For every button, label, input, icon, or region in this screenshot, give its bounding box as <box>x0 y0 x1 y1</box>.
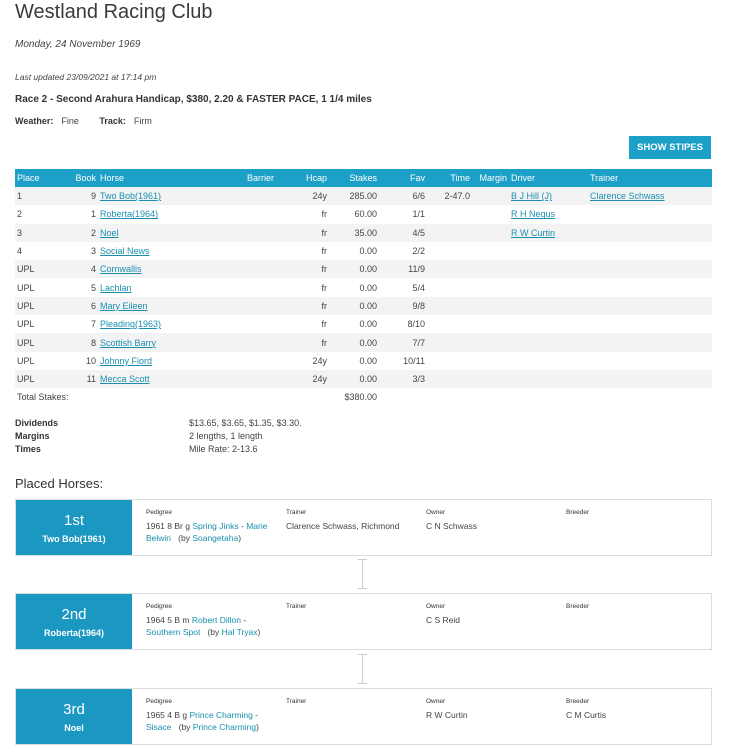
cell-barrier <box>230 224 276 242</box>
driver-link[interactable]: R W Curtin <box>511 227 556 238</box>
cell-book: 5 <box>90 282 96 293</box>
cell-book: 1 <box>90 209 96 220</box>
horse-link[interactable]: Lachlan <box>100 282 132 293</box>
horse-link[interactable]: Noel <box>100 227 119 238</box>
cell-book: 9 <box>73 187 98 205</box>
horse-cell <box>98 352 230 370</box>
placing-position: 3rd <box>63 700 85 718</box>
weather-label: Weather: <box>15 116 54 126</box>
show-stipes-button[interactable]: SHOW STIPES <box>629 136 711 159</box>
cell-time <box>427 260 472 278</box>
trainer-cell <box>588 352 712 370</box>
cell-place: UPL <box>17 319 35 330</box>
cell-margin <box>472 260 509 278</box>
card-connector <box>362 654 363 684</box>
pedigree-label: Pedigree <box>146 509 173 516</box>
race-conditions <box>15 116 170 126</box>
sire-link[interactable]: Spring Jinks <box>192 521 239 531</box>
owner-label: Owner <box>426 698 446 705</box>
trainer-cell <box>588 315 712 333</box>
cell-fav: 8/10 <box>407 319 425 330</box>
trainer-cell <box>588 333 712 351</box>
damsire-link[interactable]: Hal Tryax <box>221 627 258 637</box>
cell-time <box>427 333 472 351</box>
table-row <box>15 352 712 370</box>
cell-place: UPL <box>15 333 73 351</box>
cell-book: 11 <box>73 370 98 388</box>
cell-stakes: 0.00 <box>359 282 377 293</box>
driver-cell <box>509 205 588 223</box>
cell-hcap: fr <box>321 282 327 293</box>
col-place: Place <box>15 169 73 187</box>
trainer-label: Trainer <box>286 509 307 516</box>
col-fav: Fav <box>379 169 427 187</box>
cell-margin <box>472 205 509 223</box>
damsire-link[interactable]: Prince Charming <box>192 722 257 732</box>
pedigree-column: Pedigree 1964 5 B m Robert Dillon - Southern Spot (by Hal Tryax) <box>146 603 278 638</box>
horse-link[interactable]: Cornwallis <box>100 264 142 275</box>
cell-book: 4 <box>73 260 98 278</box>
dam-link[interactable]: Southern Spot <box>146 627 201 637</box>
driver-cell <box>509 224 588 242</box>
cell-fav: 10/11 <box>403 355 425 366</box>
horse-cell <box>98 278 230 296</box>
cell-stakes: 0.00 <box>359 319 377 330</box>
trainer-label: Trainer <box>286 603 307 610</box>
pedigree-label: Pedigree <box>146 698 173 705</box>
cell-margin <box>472 242 509 260</box>
track-value: Firm <box>133 116 152 126</box>
cell-barrier <box>230 205 276 223</box>
results-header-row <box>15 169 712 187</box>
horse-cell <box>98 315 230 333</box>
total-stakes-value: $380.00 <box>329 388 379 406</box>
horse-cell <box>98 224 230 242</box>
cell-place: UPL <box>15 370 73 388</box>
cell-hcap: fr <box>321 209 327 220</box>
margins-label: Margins <box>15 430 50 441</box>
cell-place: 2 <box>17 209 23 220</box>
driver-cell <box>509 297 588 315</box>
dividends-value: $13.65, $3.65, $1.35, $3.30. <box>189 417 302 428</box>
col-time: Time <box>427 169 472 187</box>
horse-link[interactable]: Roberta(1964) <box>100 209 159 220</box>
table-row <box>15 297 712 315</box>
cell-margin <box>472 187 509 205</box>
race-summary <box>15 416 302 455</box>
cell-stakes: 0.00 <box>359 246 377 257</box>
cell-place: UPL <box>17 355 35 366</box>
horse-cell <box>98 333 230 351</box>
cell-time <box>427 370 472 388</box>
trainer-cell <box>588 224 712 242</box>
cell-fav: 5/4 <box>412 282 425 293</box>
trainer-cell <box>588 187 712 205</box>
driver-cell <box>509 260 588 278</box>
total-stakes-row <box>15 388 712 406</box>
cell-barrier <box>230 352 276 370</box>
cell-barrier <box>230 260 276 278</box>
cell-place: 4 <box>17 246 23 257</box>
driver-cell <box>509 187 588 205</box>
driver-cell <box>509 278 588 296</box>
cell-hcap: fr <box>276 224 329 242</box>
horse-cell <box>98 187 230 205</box>
dam-link[interactable]: Sisace <box>146 722 172 732</box>
owner-label: Owner <box>426 509 446 516</box>
cell-fav: 7/7 <box>379 333 427 351</box>
placed-horses-title: Placed Horses: <box>15 476 104 491</box>
cell-margin <box>472 297 509 315</box>
club-title: Westland Racing Club <box>15 1 213 23</box>
driver-cell <box>509 370 588 388</box>
horse-cell <box>98 205 230 223</box>
by-prefix: (by <box>178 533 190 543</box>
cell-fav: 4/5 <box>379 224 427 242</box>
trainer-value: Clarence Schwass, Richmond <box>286 521 400 531</box>
col-margin: Margin <box>472 169 509 187</box>
cell-barrier <box>230 370 276 388</box>
cell-place: 1 <box>15 187 73 205</box>
cell-time <box>427 224 472 242</box>
cell-place: UPL <box>17 282 35 293</box>
by-prefix: (by <box>207 627 220 637</box>
table-row <box>15 187 712 205</box>
cell-book: 3 <box>90 246 96 257</box>
col-book: Book <box>73 169 98 187</box>
breeder-column <box>566 603 589 614</box>
placing-badge <box>16 500 132 555</box>
cell-hcap: fr <box>321 246 327 257</box>
driver-cell <box>509 242 588 260</box>
cell-barrier <box>230 297 276 315</box>
cell-stakes: 0.00 <box>329 297 379 315</box>
driver-link[interactable]: R H Negus <box>511 209 556 220</box>
cell-time <box>427 315 472 333</box>
cell-barrier <box>230 333 276 351</box>
cell-fav: 9/8 <box>379 297 427 315</box>
cell-book: 7 <box>90 319 96 330</box>
cell-place: UPL <box>15 260 73 278</box>
last-updated: Last updated 23/09/2021 at 17:14 pm <box>15 72 157 82</box>
table-row <box>15 333 712 351</box>
cell-fav: 3/3 <box>379 370 427 388</box>
pedigree-details: 1961 8 Br g <box>146 521 190 531</box>
owner-value: R W Curtin <box>426 710 468 720</box>
table-row <box>15 205 712 223</box>
cell-margin <box>472 315 509 333</box>
breeder-column <box>566 509 589 520</box>
cell-fav: 6/6 <box>379 187 427 205</box>
owner-column <box>426 509 477 532</box>
times-label: Times <box>15 443 41 454</box>
cell-stakes: 60.00 <box>354 209 377 220</box>
driver-cell <box>509 333 588 351</box>
cell-stakes: 285.00 <box>329 187 379 205</box>
cell-stakes: 0.00 <box>329 370 379 388</box>
placing-badge <box>16 594 132 649</box>
margins-value: 2 lengths, 1 length <box>189 430 263 441</box>
cell-hcap: fr <box>276 297 329 315</box>
cell-margin <box>472 370 509 388</box>
dividends-label: Dividends <box>15 417 59 428</box>
horse-cell <box>98 370 230 388</box>
cell-margin <box>472 278 509 296</box>
table-row <box>15 224 712 242</box>
horse-cell <box>98 242 230 260</box>
cell-fav: 1/1 <box>412 209 425 220</box>
race-title: Race 2 - Second Arahura Handicap, $380, 2.20 & FASTER PACE, 1 1/4 miles <box>15 94 372 105</box>
trainer-cell <box>588 278 712 296</box>
cell-stakes: 0.00 <box>329 260 379 278</box>
pedigree-label: Pedigree <box>146 603 173 610</box>
breeder-label: Breeder <box>566 509 590 516</box>
cell-margin <box>472 224 509 242</box>
cell-time: 2-47.0 <box>427 187 472 205</box>
table-row <box>15 260 712 278</box>
track-label: Track: <box>99 116 126 126</box>
driver-cell <box>509 315 588 333</box>
owner-value: C N Schwass <box>426 521 478 531</box>
placing-position: 2nd <box>61 605 87 623</box>
pedigree-column: Pedigree 1961 8 Br g Spring Jinks - Marie Belwin (by Soangetaha) <box>146 509 278 544</box>
damsire-link[interactable]: Soangetaha <box>192 533 239 543</box>
horse-link[interactable]: Mary Eileen <box>100 300 148 311</box>
horse-link[interactable]: Scottish Barry <box>100 337 157 348</box>
cell-hcap: 24y <box>312 355 327 366</box>
horse-cell <box>98 297 230 315</box>
trainer-link[interactable]: Clarence Schwass <box>590 191 665 202</box>
by-suffix: ) <box>238 533 242 543</box>
cell-book: 2 <box>73 224 98 242</box>
cell-fav: 2/2 <box>412 246 425 257</box>
table-row <box>15 370 712 388</box>
weather-value: Fine <box>61 116 79 126</box>
placed-card-3 <box>15 688 712 745</box>
cell-hcap: fr <box>276 333 329 351</box>
sire-link[interactable]: Robert Dillon <box>191 615 241 625</box>
total-stakes-spacer <box>379 388 712 406</box>
cell-hcap: fr <box>321 319 327 330</box>
col-stakes: Stakes <box>329 169 379 187</box>
cell-hcap: fr <box>276 260 329 278</box>
by-prefix: (by <box>178 722 191 732</box>
cell-stakes: 35.00 <box>329 224 379 242</box>
placing-position: 1st <box>63 511 84 529</box>
cell-margin <box>472 333 509 351</box>
horse-cell <box>98 260 230 278</box>
cell-time <box>427 242 472 260</box>
breeder-column <box>566 698 606 721</box>
trainer-cell <box>588 242 712 260</box>
cell-margin <box>472 352 509 370</box>
cell-time <box>427 205 472 223</box>
trainer-cell <box>588 370 712 388</box>
pedigree-column: Pedigree 1965 4 B g Prince Charming - Sisace (by Prince Charming) <box>146 698 278 733</box>
trainer-column <box>286 509 399 532</box>
table-row <box>15 242 712 260</box>
placing-horse: Two Bob(1961) <box>42 533 106 544</box>
horse-link[interactable]: Johnny Fiord <box>100 355 153 366</box>
owner-column <box>426 603 460 626</box>
breeder-label: Breeder <box>566 603 590 610</box>
cell-book: 8 <box>73 333 98 351</box>
col-hcap: Hcap <box>276 169 329 187</box>
cell-place: UPL <box>15 297 73 315</box>
cell-book: 10 <box>85 355 96 366</box>
owner-label: Owner <box>426 603 446 610</box>
breeder-value: C M Curtis <box>566 710 607 720</box>
horse-link[interactable]: Pleading(1963) <box>100 319 162 330</box>
pedigree-details: 1965 4 B g <box>146 710 188 720</box>
table-row <box>15 278 712 296</box>
placing-horse: Noel <box>64 722 84 733</box>
pedigree-details: 1964 5 B m <box>146 615 190 625</box>
cell-hcap: 24y <box>276 187 329 205</box>
results-table <box>15 169 712 407</box>
cell-time <box>427 278 472 296</box>
cell-barrier <box>230 315 276 333</box>
times-value: Mile Rate: 2-13.6 <box>189 443 258 454</box>
placed-card-1 <box>15 499 712 556</box>
cell-time <box>427 297 472 315</box>
dam-link[interactable]: Marie Belwin <box>146 521 268 543</box>
cell-fav: 11/9 <box>379 260 427 278</box>
card-connector <box>362 559 363 589</box>
horse-link[interactable]: Social News <box>100 246 150 257</box>
cell-place: 3 <box>15 224 73 242</box>
driver-link[interactable]: B J Hill (J) <box>511 191 552 202</box>
horse-link[interactable]: Two Bob(1961) <box>100 191 162 202</box>
cell-stakes: 0.00 <box>359 355 377 366</box>
placed-card-2 <box>15 593 712 650</box>
cell-barrier <box>230 242 276 260</box>
by-suffix: ) <box>256 722 259 732</box>
cell-hcap: 24y <box>276 370 329 388</box>
trainer-cell <box>588 205 712 223</box>
meeting-date: Monday, 24 November 1969 <box>15 39 141 50</box>
trainer-column <box>286 603 306 614</box>
trainer-cell <box>588 260 712 278</box>
trainer-label: Trainer <box>286 698 307 705</box>
breeder-label: Breeder <box>566 698 590 705</box>
col-barrier: Barrier <box>230 169 276 187</box>
by-suffix: ) <box>257 627 261 637</box>
placing-horse: Roberta(1964) <box>43 627 105 638</box>
owner-column <box>426 698 468 721</box>
placing-badge <box>16 689 132 744</box>
owner-value: C S Reid <box>426 615 461 625</box>
cell-book: 6 <box>73 297 98 315</box>
trainer-column <box>286 698 306 709</box>
total-stakes-label: Total Stakes: <box>15 388 329 406</box>
table-row <box>15 315 712 333</box>
cell-time <box>427 352 472 370</box>
col-horse: Horse <box>98 169 230 187</box>
col-trainer: Trainer <box>588 169 712 187</box>
trainer-cell <box>588 297 712 315</box>
horse-link[interactable]: Mecca Scott <box>100 374 150 385</box>
sire-link[interactable]: Prince Charming <box>189 710 253 720</box>
cell-barrier <box>230 278 276 296</box>
col-driver: Driver <box>509 169 588 187</box>
cell-barrier <box>230 187 276 205</box>
cell-stakes: 0.00 <box>329 333 379 351</box>
driver-cell <box>509 352 588 370</box>
